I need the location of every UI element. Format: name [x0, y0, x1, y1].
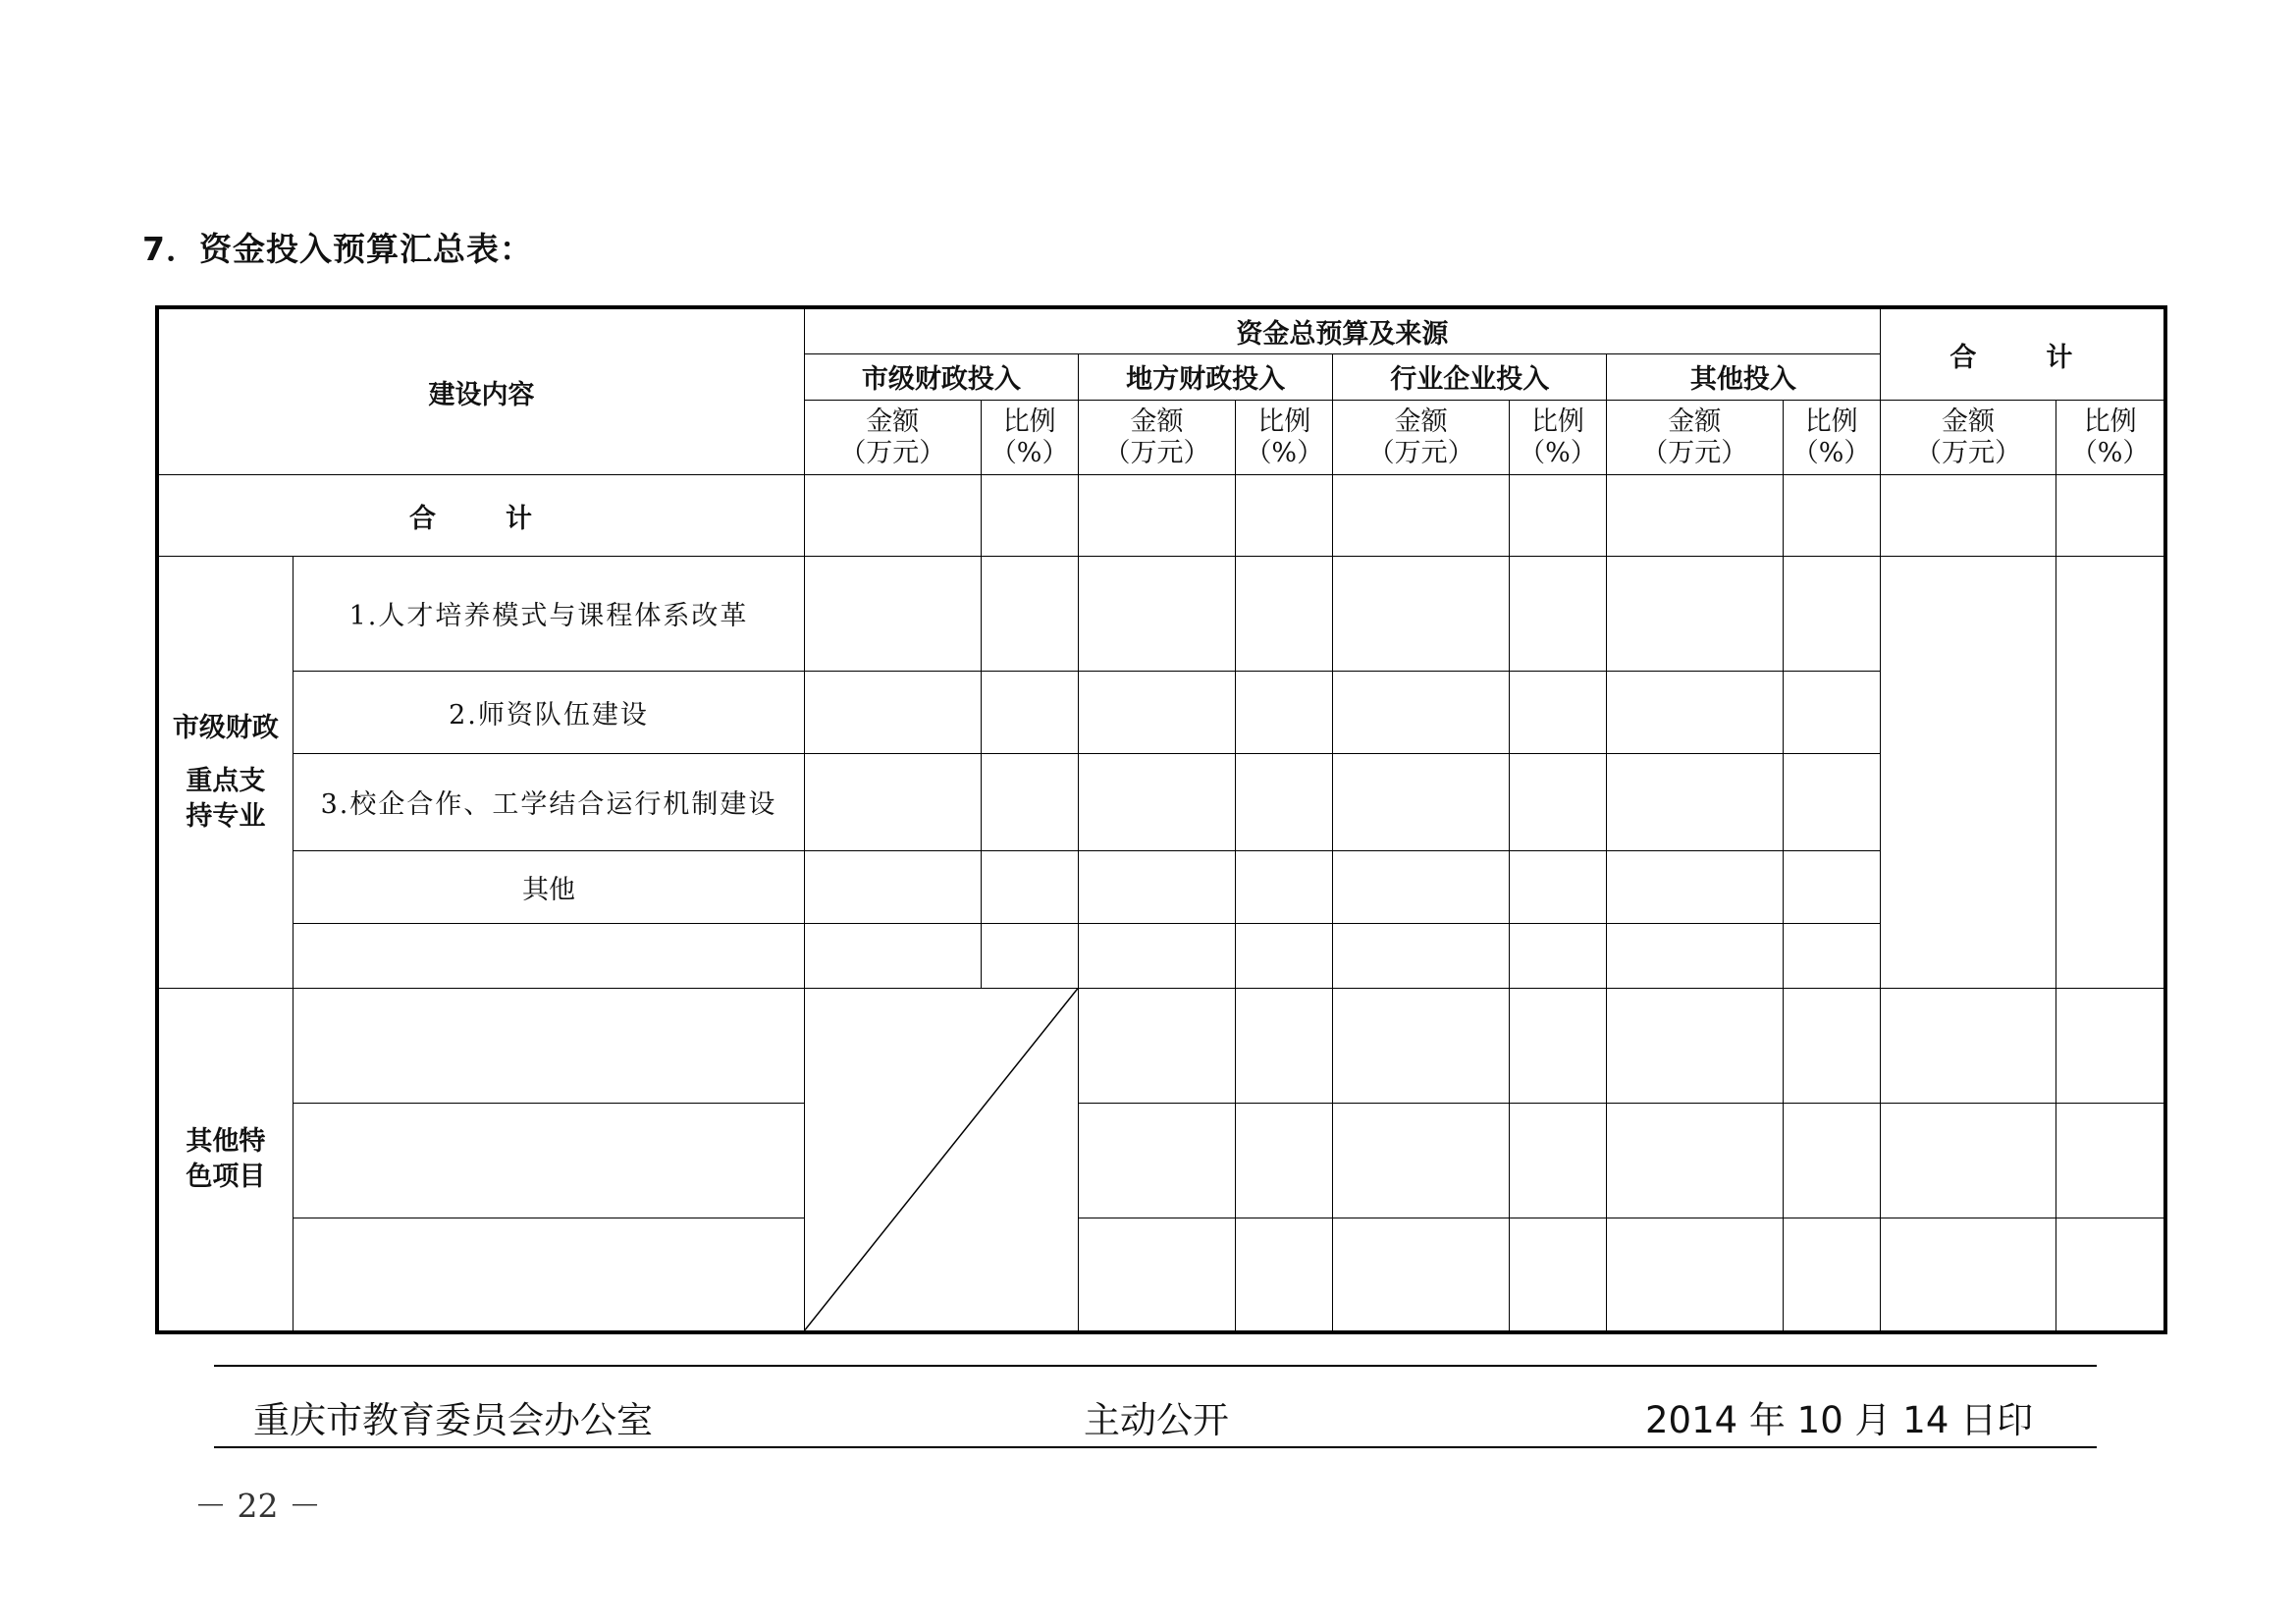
header-construction: 建设内容 [157, 307, 805, 475]
cell [1880, 1218, 2056, 1332]
table-row [157, 1104, 2165, 1218]
cell [1333, 989, 1509, 1104]
total-amount-merged-cell [1880, 556, 2056, 989]
cell [805, 475, 981, 556]
group-label-other-special-projects: 其他特色项目 [157, 989, 293, 1332]
cell [1333, 1218, 1509, 1332]
cell [1607, 556, 1783, 671]
header-total: 合 计 [1880, 307, 2165, 401]
cell [1880, 475, 2056, 556]
cell [2056, 475, 2165, 556]
cell [2056, 989, 2165, 1104]
cell [1236, 989, 1333, 1104]
cell [1509, 924, 1606, 989]
cell [1333, 754, 1509, 851]
page-number: － 22 － [194, 1487, 321, 1525]
item-label: 3.校企合作、工学结合运行机制建设 [293, 754, 804, 851]
cell [981, 671, 1078, 753]
cell [293, 989, 804, 1104]
footer-bottom-rule [214, 1446, 2097, 1448]
cell [981, 475, 1078, 556]
footer-top-rule [214, 1365, 2097, 1367]
budget-summary-table [155, 305, 2167, 1334]
header-source-group: 资金总预算及来源 [805, 307, 1881, 353]
cell [981, 556, 1078, 671]
cell [1783, 754, 1880, 851]
cell [293, 924, 804, 989]
group-label-municipal-key-majors: 市级财政 重点支持专业 [157, 556, 293, 989]
table-row-total [157, 475, 2165, 556]
cell [1509, 850, 1606, 923]
cell [293, 1104, 804, 1218]
cell [293, 1218, 804, 1332]
cell [1236, 754, 1333, 851]
cell [1333, 475, 1509, 556]
cell [1078, 924, 1235, 989]
cell [1607, 671, 1783, 753]
cell [1078, 556, 1235, 671]
cell [1509, 989, 1606, 1104]
footer-disclosure: 主动公开 [1084, 1399, 1229, 1441]
cell [1236, 1104, 1333, 1218]
subheader-amount: 金额 （万元） [1607, 401, 1783, 475]
cell [805, 924, 981, 989]
cell [1509, 754, 1606, 851]
cell [981, 850, 1078, 923]
cell [1078, 671, 1235, 753]
cell [1509, 671, 1606, 753]
subheader-ratio: 比例 （%） [1236, 401, 1333, 475]
cell [1783, 989, 1880, 1104]
cell [1236, 556, 1333, 671]
cell [1783, 475, 1880, 556]
cell [1607, 754, 1783, 851]
cell [2056, 1104, 2165, 1218]
table-row [157, 989, 2165, 1104]
header-source-local: 地方财政投入 [1078, 353, 1333, 400]
cell [1783, 556, 1880, 671]
subheader-amount: 金额 （万元） [1078, 401, 1235, 475]
subheader-ratio: 比例 （%） [1509, 401, 1606, 475]
cell [1509, 475, 1606, 556]
cell [805, 556, 981, 671]
cell [1783, 671, 1880, 753]
diagonal-struck-cell [805, 989, 1079, 1332]
cell [1078, 754, 1235, 851]
cell [1236, 850, 1333, 923]
cell [981, 924, 1078, 989]
total-ratio-merged-cell [2056, 556, 2165, 989]
cell [981, 754, 1078, 851]
cell [1607, 475, 1783, 556]
diagonal-line [805, 989, 1078, 1330]
cell [2056, 1218, 2165, 1332]
cell [1236, 671, 1333, 753]
table-row [157, 1218, 2165, 1332]
header-source-industry: 行业企业投入 [1333, 353, 1607, 400]
table-row [157, 754, 2165, 851]
subheader-amount: 金额 （万元） [1880, 401, 2056, 475]
cell [1783, 1218, 1880, 1332]
row-label-total: 合 计 [157, 475, 805, 556]
item-label: 1.人才培养模式与课程体系改革 [293, 556, 804, 671]
cell [1783, 850, 1880, 923]
subheader-amount: 金额 （万元） [1333, 401, 1509, 475]
item-label: 2.师资队伍建设 [293, 671, 804, 753]
subheader-ratio: 比例 （%） [1783, 401, 1880, 475]
cell [1607, 1104, 1783, 1218]
section-heading: 7．资金投入预算汇总表： [142, 230, 533, 268]
cell [805, 671, 981, 753]
header-source-other: 其他投入 [1607, 353, 1881, 400]
cell [1880, 989, 2056, 1104]
cell [1333, 671, 1509, 753]
cell [1880, 1104, 2056, 1218]
footer-org: 重庆市教育委员会办公室 [253, 1399, 653, 1441]
cell [1333, 1104, 1509, 1218]
cell [1783, 1104, 1880, 1218]
cell [1783, 924, 1880, 989]
subheader-ratio: 比例 （%） [2056, 401, 2165, 475]
cell [1607, 850, 1783, 923]
cell [1078, 850, 1235, 923]
cell [1333, 850, 1509, 923]
cell [1333, 924, 1509, 989]
item-label: 其他 [293, 850, 804, 923]
cell [1236, 475, 1333, 556]
cell [1078, 1104, 1235, 1218]
cell [1236, 1218, 1333, 1332]
cell [1607, 989, 1783, 1104]
cell [1236, 924, 1333, 989]
table-row [157, 556, 2165, 671]
cell [1607, 1218, 1783, 1332]
subheader-amount: 金额 （万元） [805, 401, 981, 475]
footer-date: 2014 年 10 月 14 日印 [1645, 1399, 2034, 1441]
cell [1078, 1218, 1235, 1332]
cell [1078, 989, 1235, 1104]
cell [1333, 556, 1509, 671]
header-source-municipal: 市级财政投入 [805, 353, 1079, 400]
table-row [157, 924, 2165, 989]
cell [805, 754, 981, 851]
cell [1509, 1218, 1606, 1332]
cell [805, 850, 981, 923]
subheader-ratio: 比例 （%） [981, 401, 1078, 475]
cell [1607, 924, 1783, 989]
cell [1509, 1104, 1606, 1218]
cell [1078, 475, 1235, 556]
table-row [157, 671, 2165, 753]
cell [1509, 556, 1606, 671]
table-row [157, 850, 2165, 923]
